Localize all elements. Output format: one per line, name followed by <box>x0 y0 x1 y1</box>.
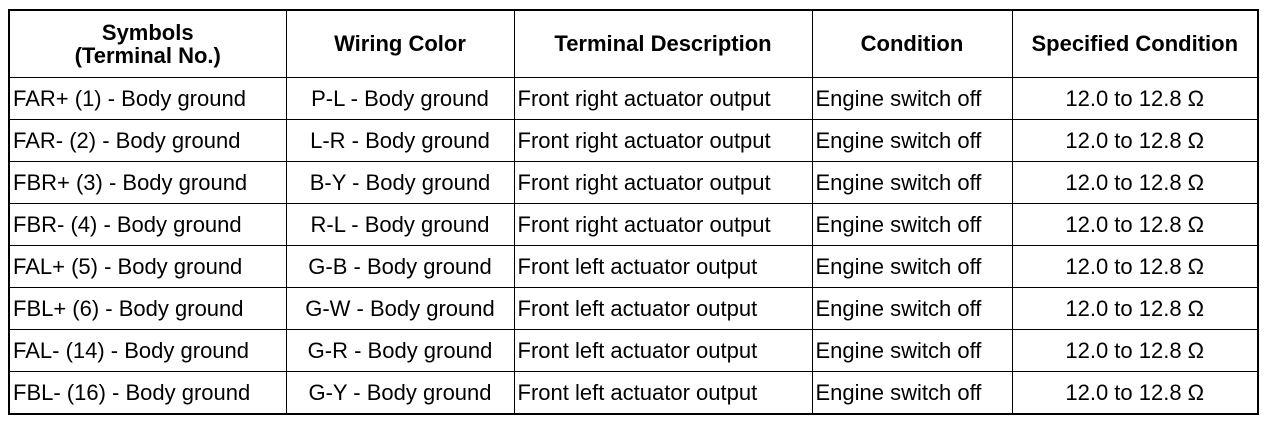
header-row <box>9 10 1258 78</box>
cell-condition: Engine switch off <box>812 204 1012 246</box>
cell-wiring: B-Y - Body ground <box>286 162 514 204</box>
cell-specified: 12.0 to 12.8 Ω <box>1012 246 1258 288</box>
cell-wiring: R-L - Body ground <box>286 204 514 246</box>
cell-symbols: FAR- (2) - Body ground <box>9 120 286 162</box>
cell-specified: 12.0 to 12.8 Ω <box>1012 120 1258 162</box>
table-row <box>9 162 1258 204</box>
cell-symbols: FBL+ (6) - Body ground <box>9 288 286 330</box>
cell-condition: Engine switch off <box>812 330 1012 372</box>
cell-description: Front right actuator output <box>514 78 812 120</box>
cell-symbols: FBL- (16) - Body ground <box>9 372 286 415</box>
cell-symbols: FBR- (4) - Body ground <box>9 204 286 246</box>
header-symbols-line2: (Terminal No.) <box>74 43 221 68</box>
table-row <box>9 120 1258 162</box>
cell-symbols: FAL+ (5) - Body ground <box>9 246 286 288</box>
header-symbols-line1: Symbols <box>101 19 194 45</box>
cell-description: Front right actuator output <box>514 162 812 204</box>
cell-wiring: L-R - Body ground <box>286 120 514 162</box>
cell-wiring: G-W - Body ground <box>286 288 514 330</box>
cell-symbols: FAR+ (1) - Body ground <box>9 78 286 120</box>
cell-specified: 12.0 to 12.8 Ω <box>1012 204 1258 246</box>
table-row <box>9 330 1258 372</box>
cell-description: Front left actuator output <box>514 288 812 330</box>
cell-specified: 12.0 to 12.8 Ω <box>1012 162 1258 204</box>
table-row <box>9 246 1258 288</box>
cell-condition: Engine switch off <box>812 120 1012 162</box>
header-condition: Condition <box>812 10 1012 78</box>
cell-wiring: G-Y - Body ground <box>286 372 514 415</box>
header-terminal-description: Terminal Description <box>514 10 812 78</box>
cell-description: Front right actuator output <box>514 204 812 246</box>
terminal-spec-table <box>8 9 1259 415</box>
header-symbols <box>9 10 286 78</box>
cell-description: Front left actuator output <box>514 246 812 288</box>
cell-specified: 12.0 to 12.8 Ω <box>1012 330 1258 372</box>
cell-wiring: G-R - Body ground <box>286 330 514 372</box>
header-wiring-color: Wiring Color <box>286 10 514 78</box>
cell-description: Front right actuator output <box>514 120 812 162</box>
cell-condition: Engine switch off <box>812 288 1012 330</box>
table-row <box>9 288 1258 330</box>
header-specified-condition: Specified Condition <box>1012 10 1258 78</box>
cell-symbols: FAL- (14) - Body ground <box>9 330 286 372</box>
cell-description: Front left actuator output <box>514 330 812 372</box>
cell-specified: 12.0 to 12.8 Ω <box>1012 288 1258 330</box>
cell-condition: Engine switch off <box>812 246 1012 288</box>
cell-condition: Engine switch off <box>812 372 1012 415</box>
cell-condition: Engine switch off <box>812 162 1012 204</box>
cell-symbols: FBR+ (3) - Body ground <box>9 162 286 204</box>
table-row <box>9 204 1258 246</box>
cell-condition: Engine switch off <box>812 78 1012 120</box>
table-row <box>9 78 1258 120</box>
cell-wiring: P-L - Body ground <box>286 78 514 120</box>
table-row <box>9 372 1258 415</box>
cell-wiring: G-B - Body ground <box>286 246 514 288</box>
cell-specified: 12.0 to 12.8 Ω <box>1012 372 1258 415</box>
cell-specified: 12.0 to 12.8 Ω <box>1012 78 1258 120</box>
cell-description: Front left actuator output <box>514 372 812 415</box>
